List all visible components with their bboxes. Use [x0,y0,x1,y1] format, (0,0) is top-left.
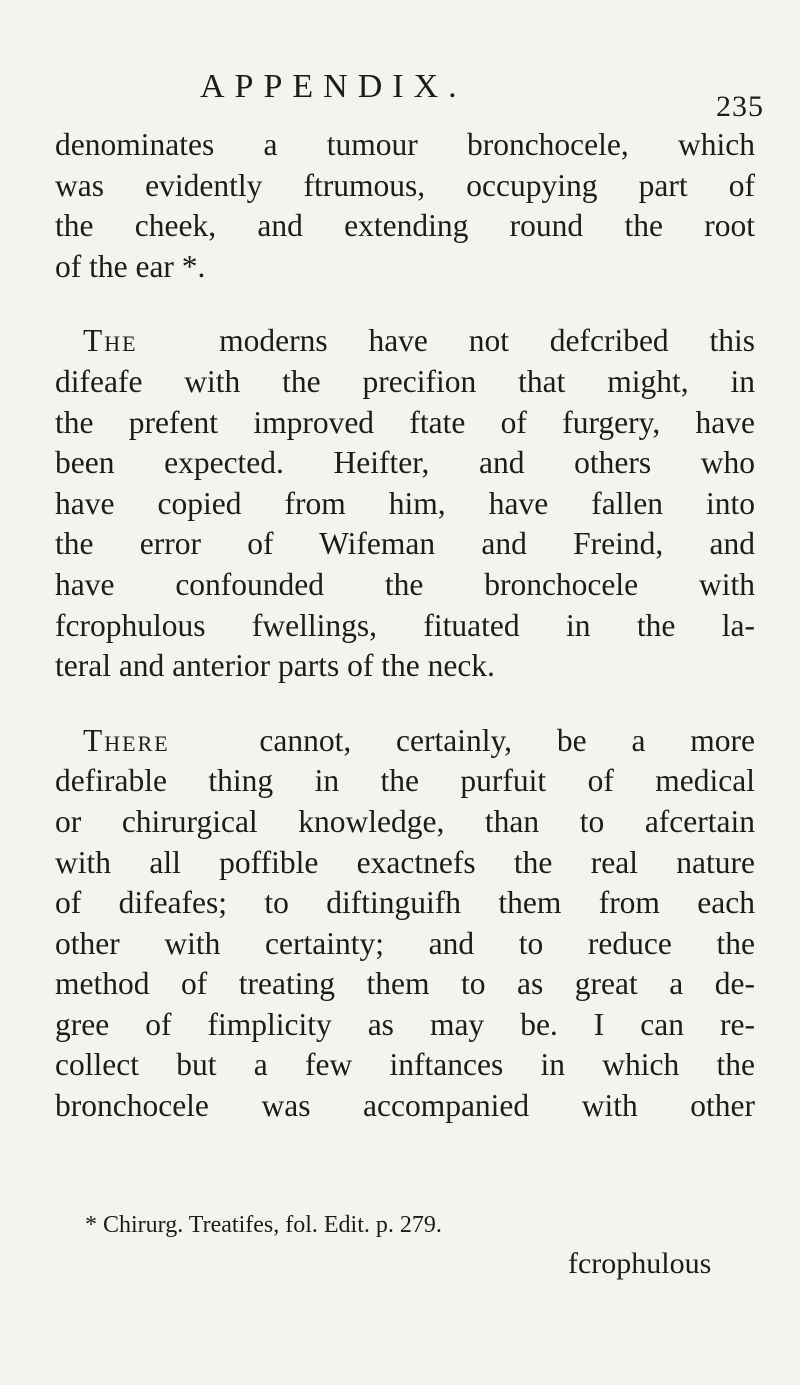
footnote: * Chirurg. Treatifes, fol. Edit. p. 279. [85,1212,442,1238]
catchword: fcrophulous [568,1247,712,1280]
paragraph-gap [55,687,755,721]
paragraph-gap [55,287,755,321]
text-line: was evidently ftrumous, occupying part of [55,167,755,203]
text-line: have copied from him, have fallen into [55,485,755,521]
text-line-rest: moderns have not defcribed this [219,323,755,359]
paragraph-1 [55,125,755,287]
text-line: denominates a tumour bronchocele, which [55,127,755,162]
text-line: with all poffible exactnefs the real nature [55,844,755,880]
text-line: been expected. Heifter, and others who [55,445,755,481]
text-line: collect but a few inftances in which the [55,1047,755,1083]
text-line-rest: cannot, certainly, be a more [259,722,755,758]
paragraph-lead-word: The [83,323,138,359]
paragraph-lead-word: There [83,722,170,758]
text-line: defirable thing in the purfuit of medical [55,763,755,799]
text-line: fcrophulous fwellings, fituated in the la- [55,607,755,643]
text-line: gree of fimplicity as may be. I can re- [55,1006,755,1042]
text-line: difeafe with the precifion that might, in [55,363,755,399]
text-line: teral and anterior parts of the neck. [55,648,495,684]
body-text [55,125,755,1127]
text-line: the prefent improved ftate of furgery, have [55,404,755,440]
page-number: 235 [716,90,764,123]
text-line: the cheek, and extending round the root [55,208,755,244]
text-line: the error of Wifeman and Freind, and [55,526,755,562]
text-line [55,321,755,362]
text-line: have confounded the bronchocele with [55,566,755,602]
text-line: of difeafes; to diftinguifh them from each [55,885,755,921]
text-line: or chirurgical knowledge, than to afcertain [55,803,755,839]
text-line: method of treating them to as great a de- [55,966,755,1002]
paragraph-2 [55,321,755,686]
text-line: of the ear *. [55,248,206,284]
paragraph-3 [55,721,755,1127]
text-line [55,721,755,762]
text-line: other with certainty; and to reduce the [55,925,755,961]
text-line: bronchocele was accompanied with other [55,1088,755,1124]
running-head: APPENDIX. [200,68,467,105]
